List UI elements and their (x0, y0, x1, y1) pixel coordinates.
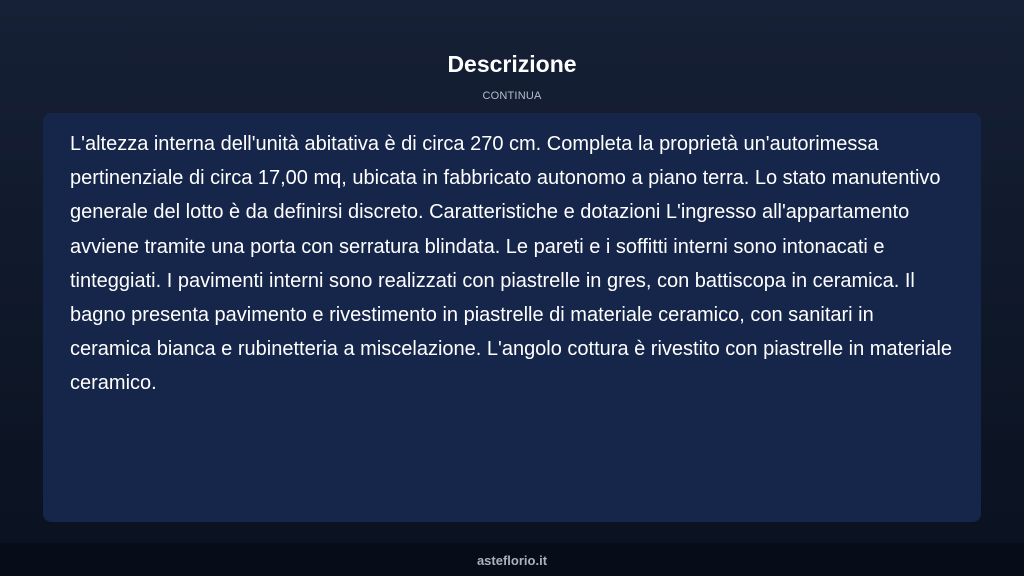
description-card (43, 113, 981, 522)
page-title: Descrizione (447, 51, 577, 77)
footer-bar (0, 543, 1024, 576)
site-watermark: asteflorio.it (476, 553, 548, 568)
description-text: L'altezza interna dell'unità abitativa è di circa 270 cm. Completa la proprietà un'autorimessa pertinenziale di circa 17,00 mq, ubicata in fabbricato autonomo a piano terra. Lo stato manutentivo generale del lotto è da definirsi discreto. Caratteristiche e dotazioni L'ingresso all'appartamento avviene tramite una porta con serratura blindata. Le pareti e i soffitti interni sono intonacati e tinteggiati. I pavimenti interni sono realizzati con piastrelle in gres, con battiscopa in ceramica. Il bagno presenta pavimento e rivestimento in piastrelle di materiale ceramico, con sanitari in ceramica bianca e rubinetteria a miscelazione. L'angolo cottura è rivestito con piastrelle in materiale ceramico. (70, 133, 953, 395)
continue-label: CONTINUA (482, 90, 542, 102)
